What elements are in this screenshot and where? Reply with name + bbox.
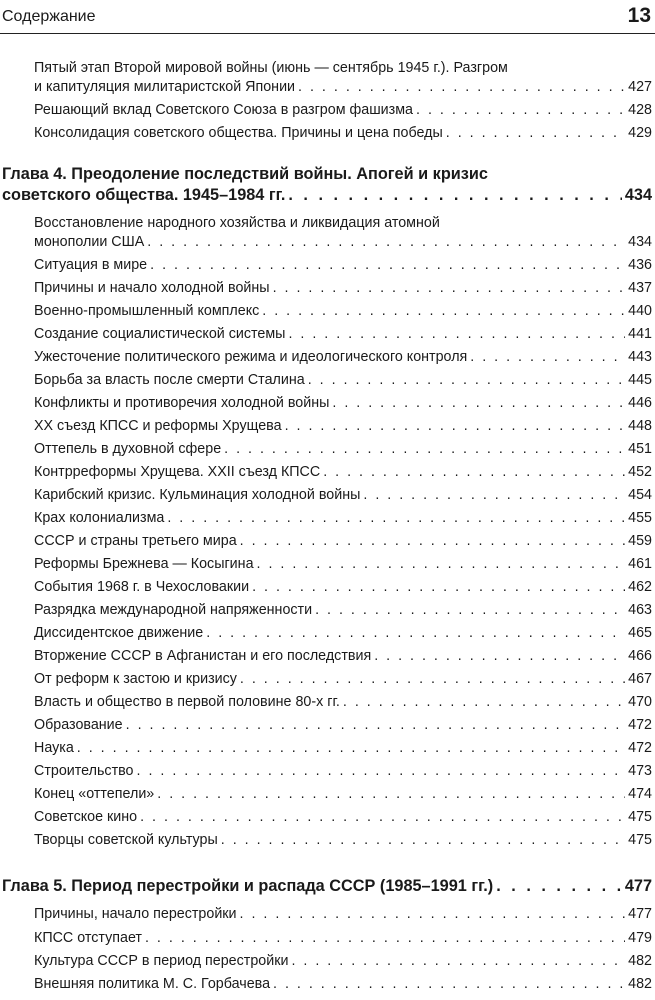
leader-dots xyxy=(446,124,625,143)
leader-dots xyxy=(288,185,621,206)
toc-entry-page: 427 xyxy=(628,79,652,95)
page-header xyxy=(0,0,655,36)
toc-entry[interactable] xyxy=(34,808,652,827)
toc-entry-title: Решающий вклад Советского Союза в разгром фашизма xyxy=(34,102,414,118)
toc-entry[interactable] xyxy=(34,762,652,781)
chapter-page: 434 xyxy=(624,186,652,204)
toc-entry-page: 477 xyxy=(628,906,652,922)
leader-dots xyxy=(157,785,625,804)
toc-entry-page: 437 xyxy=(628,280,652,296)
toc-entry-page: 482 xyxy=(628,953,652,969)
toc-entry-page: 443 xyxy=(628,349,652,365)
leader-dots xyxy=(224,440,625,459)
chapter-title: советского общества. 1945–1984 гг. xyxy=(2,186,286,204)
toc-entry-title: Власть и общество в первой половине 80-х гг. xyxy=(34,694,340,710)
toc-entry-page: 470 xyxy=(628,694,652,710)
chapter-title: Глава 5. Период перестройки и распада СССР (1985–1991 гг.) xyxy=(2,877,494,895)
toc-entry-page: 429 xyxy=(628,125,652,141)
toc-entry-title: Реформы Брежнева — Косыгина xyxy=(34,556,254,572)
toc-entry-page: 448 xyxy=(628,418,652,434)
toc-entry-page: 475 xyxy=(628,809,652,825)
toc-entry[interactable] xyxy=(34,440,652,459)
toc-entry-page: 434 xyxy=(628,234,652,250)
toc-entry-page: 436 xyxy=(628,257,652,273)
leader-dots xyxy=(496,876,622,897)
toc-entry-title: Ужесточение политического режима и идеологического контроля xyxy=(34,349,468,365)
leader-dots xyxy=(262,302,625,321)
leader-dots xyxy=(273,279,626,298)
toc-entry-title: монополии США xyxy=(34,234,145,250)
chapter-4-heading[interactable] xyxy=(2,164,652,206)
toc-entry[interactable] xyxy=(34,670,652,689)
toc-entry[interactable] xyxy=(34,952,652,971)
leader-dots xyxy=(291,952,625,971)
toc-entry-title: Крах колониализма xyxy=(34,510,165,526)
toc-entry-page: 446 xyxy=(628,395,652,411)
leader-dots xyxy=(167,509,625,528)
toc-entry-page: 445 xyxy=(628,372,652,388)
toc-entry[interactable] xyxy=(34,578,652,597)
toc-entry-title: Контрреформы Хрущева. XXII съезд КПСС xyxy=(34,464,321,480)
toc-entry-page: 441 xyxy=(628,326,652,342)
toc-entry-title: Диссидентское движение xyxy=(34,625,204,641)
toc-entry-title: Военно-промышленный комплекс xyxy=(34,303,260,319)
chapter-page: 477 xyxy=(624,877,652,895)
toc-entry[interactable] xyxy=(34,417,652,436)
toc-entry-page: 465 xyxy=(628,625,652,641)
toc-entry[interactable] xyxy=(34,555,652,574)
toc-entry[interactable] xyxy=(34,279,652,298)
toc-entry-title: Культура СССР в период перестройки xyxy=(34,953,289,969)
toc-entry-page: 473 xyxy=(628,763,652,779)
toc-entry-page: 463 xyxy=(628,602,652,618)
leader-dots xyxy=(77,739,625,758)
toc-entry[interactable] xyxy=(34,59,652,97)
toc-entry-title-line1: Пятый этап Второй мировой войны (июнь — сентябрь 1945 г.). Разгром xyxy=(34,60,508,76)
leader-dots xyxy=(285,417,626,436)
toc-entry[interactable] xyxy=(34,394,652,413)
toc-entry[interactable] xyxy=(34,101,652,120)
toc-entry[interactable] xyxy=(34,905,652,924)
leader-dots xyxy=(315,601,625,620)
toc-entry-title: От реформ к застою и кризису xyxy=(34,671,237,687)
leader-dots xyxy=(221,831,625,850)
toc-entry[interactable] xyxy=(34,214,652,252)
toc-entry-title: СССР и страны третьего мира xyxy=(34,533,237,549)
toc-entry-title: XX съезд КПСС и реформы Хрущева xyxy=(34,418,282,434)
toc-entry-title: Причины, начало перестройки xyxy=(34,906,237,922)
toc-entry-title: Консолидация советского общества. Причины и цена победы xyxy=(34,125,443,141)
toc-entry[interactable] xyxy=(34,463,652,482)
toc-entry-page: 459 xyxy=(628,533,652,549)
toc-entry-title-line1: Восстановление народного хозяйства и ликвидация атомной xyxy=(34,215,440,231)
toc-entry-title: Оттепель в духовной сфере xyxy=(34,441,222,457)
toc-entry-title: Карибский кризис. Кульминация холодной войны xyxy=(34,487,361,503)
toc-entry-title: Причины и начало холодной войны xyxy=(34,280,270,296)
toc-entry-page: 462 xyxy=(628,579,652,595)
page-number: 13 xyxy=(627,4,651,27)
leader-dots xyxy=(273,975,625,994)
toc-entry[interactable] xyxy=(34,325,652,344)
leader-dots xyxy=(252,578,625,597)
running-title: Содержание xyxy=(2,8,96,25)
toc-entry-page: 454 xyxy=(628,487,652,503)
toc-entry-page: 451 xyxy=(628,441,652,457)
leader-dots xyxy=(416,101,625,120)
leader-dots xyxy=(150,256,625,275)
toc-entry-title: Образование xyxy=(34,717,123,733)
toc-entry[interactable] xyxy=(34,256,652,275)
toc-entry-title: Создание социалистической системы xyxy=(34,326,286,342)
leader-dots xyxy=(374,647,625,666)
toc-entry-page: 479 xyxy=(628,930,652,946)
leader-dots xyxy=(140,808,625,827)
toc-entry[interactable] xyxy=(34,371,652,390)
header-divider xyxy=(0,33,655,34)
toc-entry[interactable] xyxy=(34,831,652,850)
toc-entry-page: 472 xyxy=(628,717,652,733)
toc-entry[interactable] xyxy=(34,716,652,735)
toc-entry[interactable] xyxy=(34,785,652,804)
chapter-title-line1: Глава 4. Преодоление последствий войны. Апогей и кризис xyxy=(2,165,488,183)
toc-entry-title: Ситуация в мире xyxy=(34,257,148,273)
chapter-5-heading[interactable] xyxy=(2,876,652,897)
toc-entry-page: 467 xyxy=(628,671,652,687)
toc-entry-page: 455 xyxy=(628,510,652,526)
toc-entry-page: 452 xyxy=(628,464,652,480)
leader-dots xyxy=(332,394,625,413)
leader-dots xyxy=(240,670,625,689)
toc-entry[interactable] xyxy=(34,975,652,994)
leader-dots xyxy=(323,463,625,482)
toc-entry-page: 428 xyxy=(628,102,652,118)
toc-entry-title: Творцы советской культуры xyxy=(34,832,218,848)
toc-entry-title: Вторжение СССР в Афганистан и его последствия xyxy=(34,648,372,664)
leader-dots xyxy=(298,78,625,97)
toc-entry-page: 466 xyxy=(628,648,652,664)
leader-dots xyxy=(147,233,625,252)
leader-dots xyxy=(240,532,625,551)
leader-dots xyxy=(137,762,626,781)
leader-dots xyxy=(343,693,625,712)
toc-entry-title: Внешняя политика М. С. Горбачева xyxy=(34,976,271,992)
toc-entry[interactable] xyxy=(34,486,652,505)
leader-dots xyxy=(288,325,625,344)
toc-entry[interactable] xyxy=(34,693,652,712)
toc-entry-title: Советское кино xyxy=(34,809,138,825)
toc-entry-page: 461 xyxy=(628,556,652,572)
toc-entry[interactable] xyxy=(34,601,652,620)
toc-entry-page: 474 xyxy=(628,786,652,802)
toc-entry[interactable] xyxy=(34,739,652,758)
toc-entry[interactable] xyxy=(34,509,652,528)
toc-entry[interactable] xyxy=(34,302,652,321)
toc-entry-title: Борьба за власть после смерти Сталина xyxy=(34,372,305,388)
leader-dots xyxy=(206,624,625,643)
leader-dots xyxy=(470,348,625,367)
leader-dots xyxy=(126,716,626,735)
leader-dots xyxy=(257,555,626,574)
toc-entry-title: Конец «оттепели» xyxy=(34,786,155,802)
toc-entry-title: Наука xyxy=(34,740,74,756)
toc-entry[interactable] xyxy=(34,124,652,143)
toc-entry-title: и капитуляция милитаристской Японии xyxy=(34,79,296,95)
toc-entry-page: 440 xyxy=(628,303,652,319)
toc-entry-page: 475 xyxy=(628,832,652,848)
toc-entry-title: Разрядка международной напряженности xyxy=(34,602,313,618)
toc-entry-title: КПСС отступает xyxy=(34,930,142,946)
toc-entry-page: 482 xyxy=(628,976,652,992)
toc-entry[interactable] xyxy=(34,929,652,948)
toc-entry[interactable] xyxy=(34,624,652,643)
toc-entry-title: Конфликты и противоречия холодной войны xyxy=(34,395,330,411)
toc-entry-title: Строительство xyxy=(34,763,134,779)
toc-entry-page: 472 xyxy=(628,740,652,756)
toc-entry[interactable] xyxy=(34,348,652,367)
leader-dots xyxy=(363,486,625,505)
leader-dots xyxy=(145,929,625,948)
leader-dots xyxy=(308,371,625,390)
toc-entry[interactable] xyxy=(34,532,652,551)
leader-dots xyxy=(240,905,626,924)
toc-entry[interactable] xyxy=(34,647,652,666)
toc-entry-title: События 1968 г. в Чехословакии xyxy=(34,579,250,595)
